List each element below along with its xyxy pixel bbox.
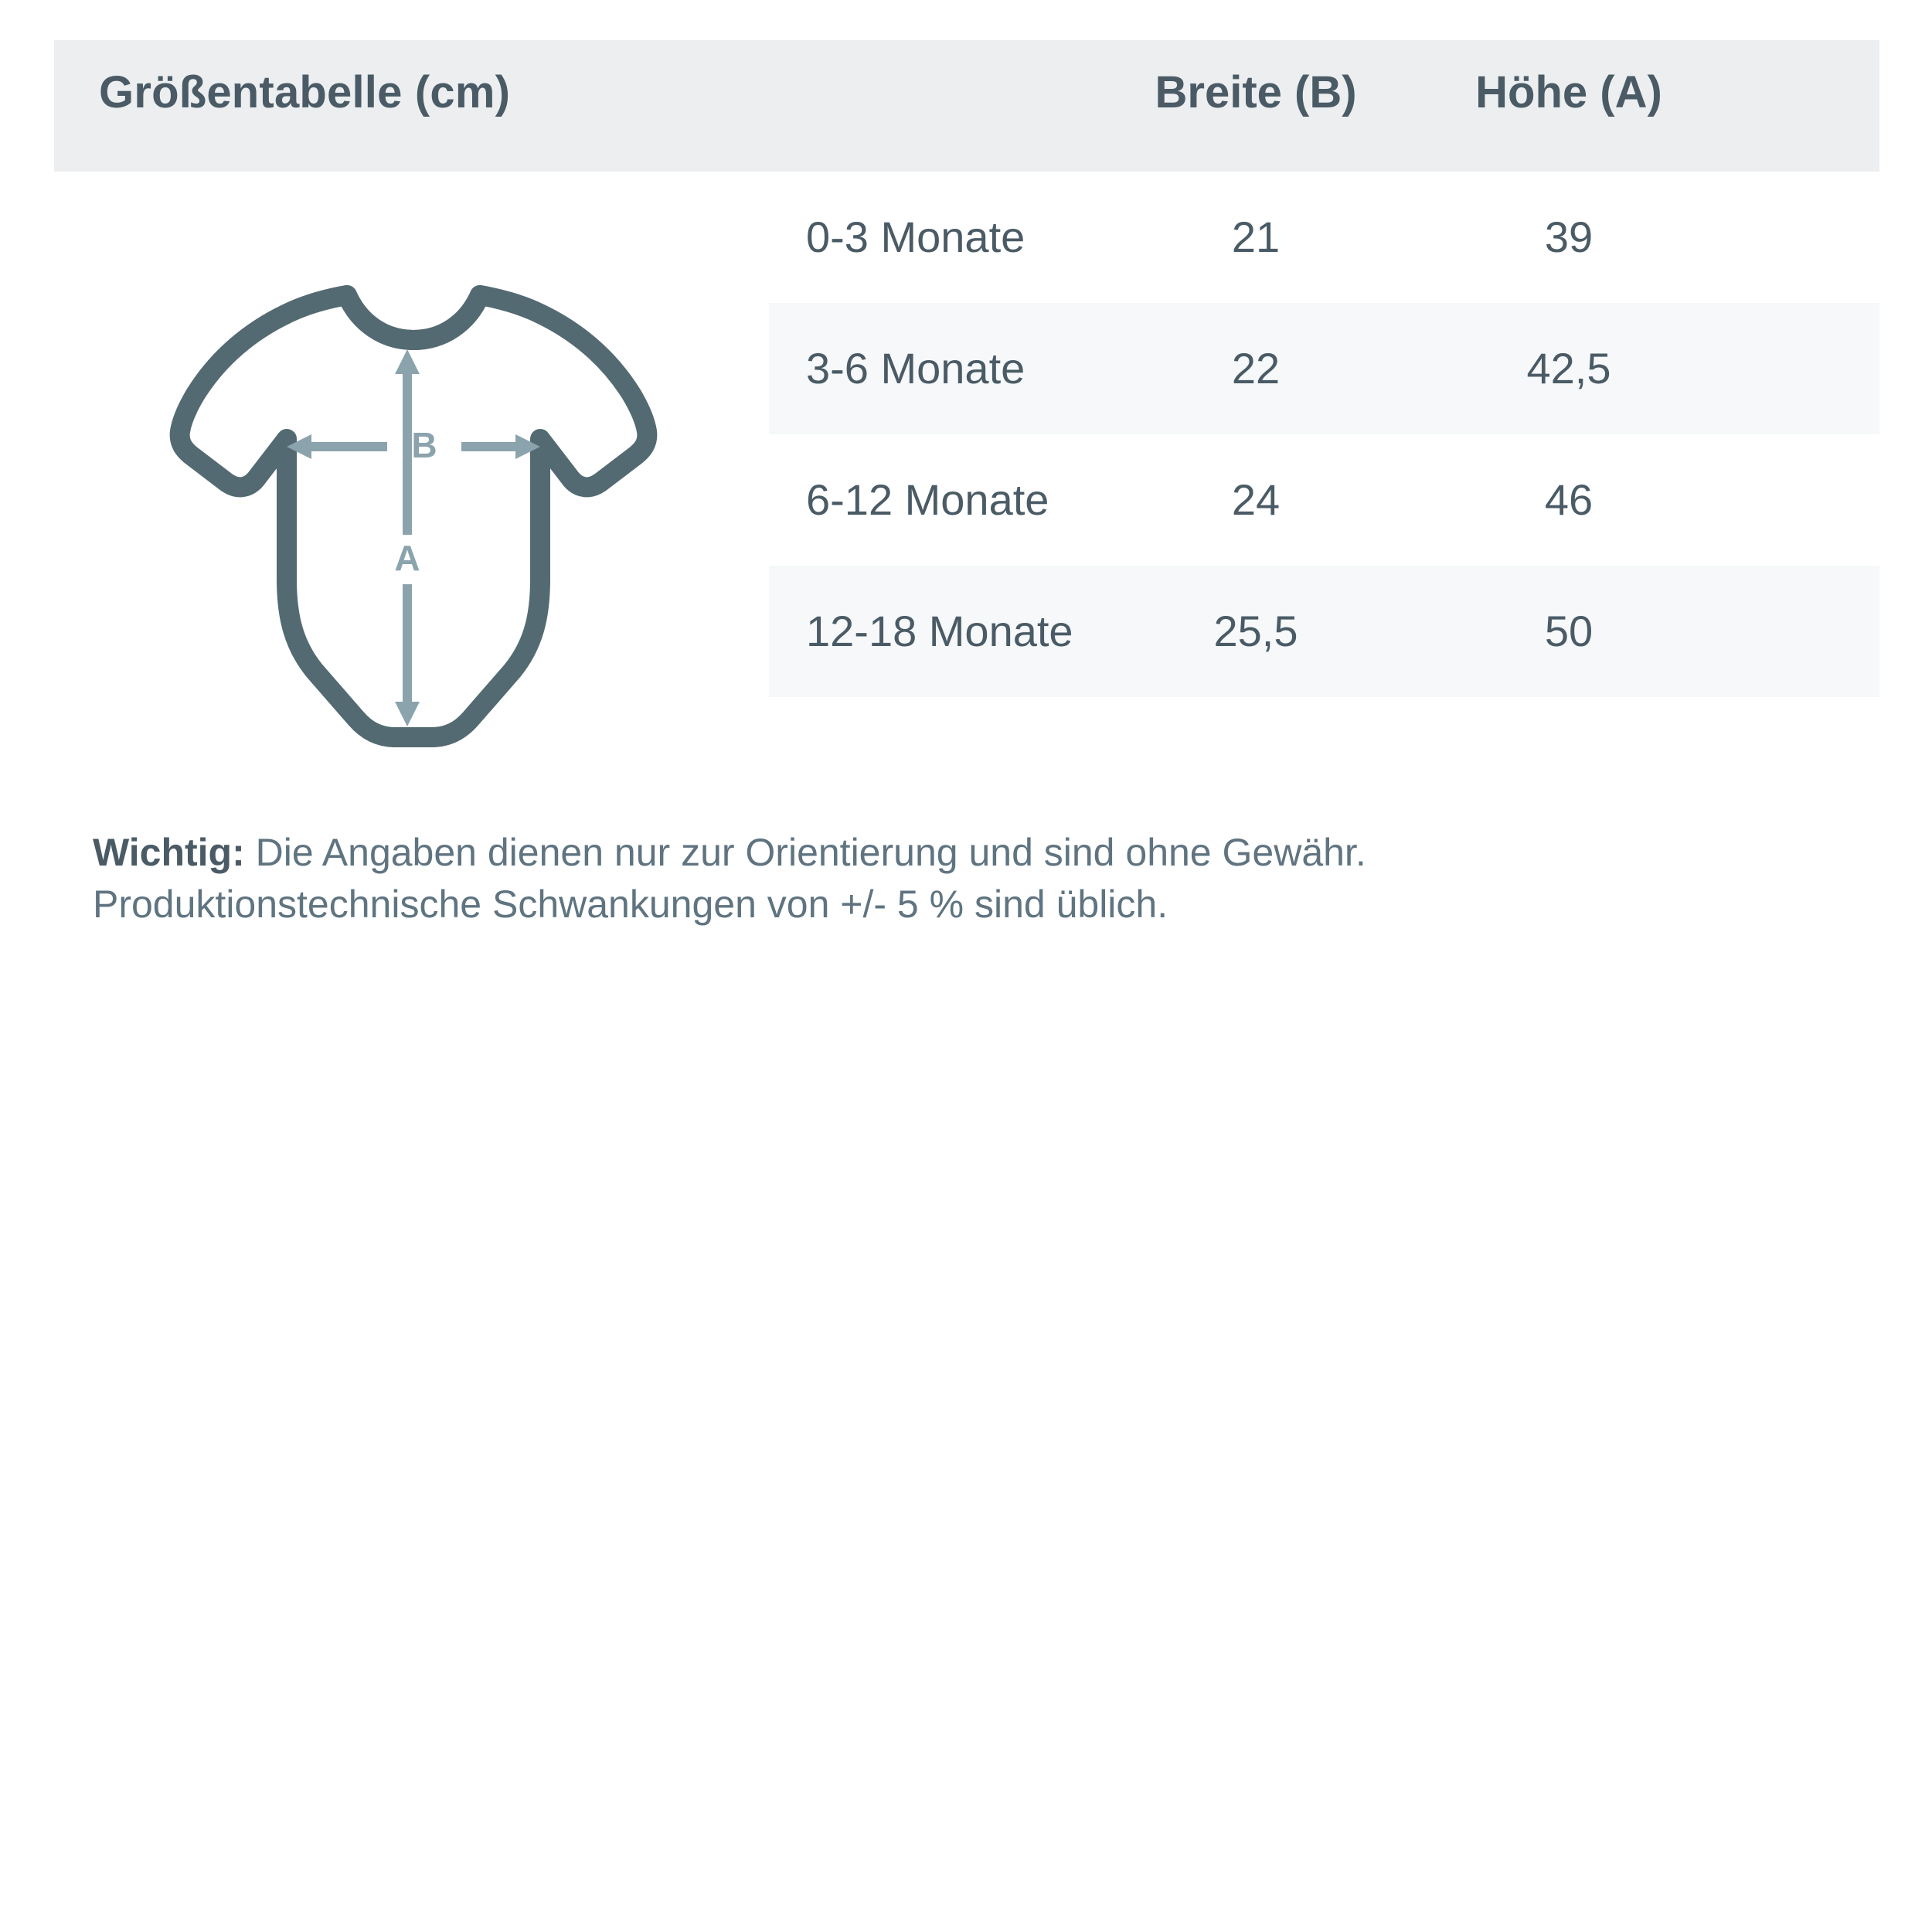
disclaimer-note: [93, 827, 1855, 930]
disclaimer-line-1: Die Angaben dienen nur zur Orientierung und sind ohne Gewähr.: [244, 831, 1366, 874]
disclaimer-line-2: Produktionstechnische Schwankungen von +/- 5 % sind üblich.: [93, 882, 1168, 926]
cell-height: 46: [1544, 475, 1594, 524]
table-row: [769, 172, 1879, 303]
cell-height: 50: [1544, 607, 1594, 655]
size-table: [769, 172, 1879, 697]
table-row: [769, 303, 1879, 434]
disclaimer-label: Wichtig:: [93, 831, 245, 874]
cell-width: 24: [1231, 475, 1281, 524]
cell-height: 42,5: [1526, 344, 1611, 393]
cell-size: 3-6 Monate: [806, 344, 1026, 393]
column-header-height: Höhe (A): [1475, 67, 1662, 117]
cell-width: 25,5: [1213, 607, 1298, 655]
column-header-width: Breite (B): [1155, 67, 1357, 117]
bodysuit-illustration: [135, 216, 692, 773]
cell-width: 21: [1231, 213, 1281, 261]
cell-size: 12-18 Monate: [806, 607, 1073, 655]
table-row: [769, 434, 1879, 566]
cell-width: 22: [1231, 344, 1281, 393]
cell-height: 39: [1544, 213, 1594, 261]
page-title: Größentabelle (cm): [99, 67, 511, 117]
table-row: [769, 566, 1879, 697]
illustration-label-height: A: [394, 538, 420, 578]
cell-size: 6-12 Monate: [806, 475, 1049, 524]
illustration-label-width: B: [411, 425, 437, 465]
cell-size: 0-3 Monate: [806, 213, 1026, 261]
